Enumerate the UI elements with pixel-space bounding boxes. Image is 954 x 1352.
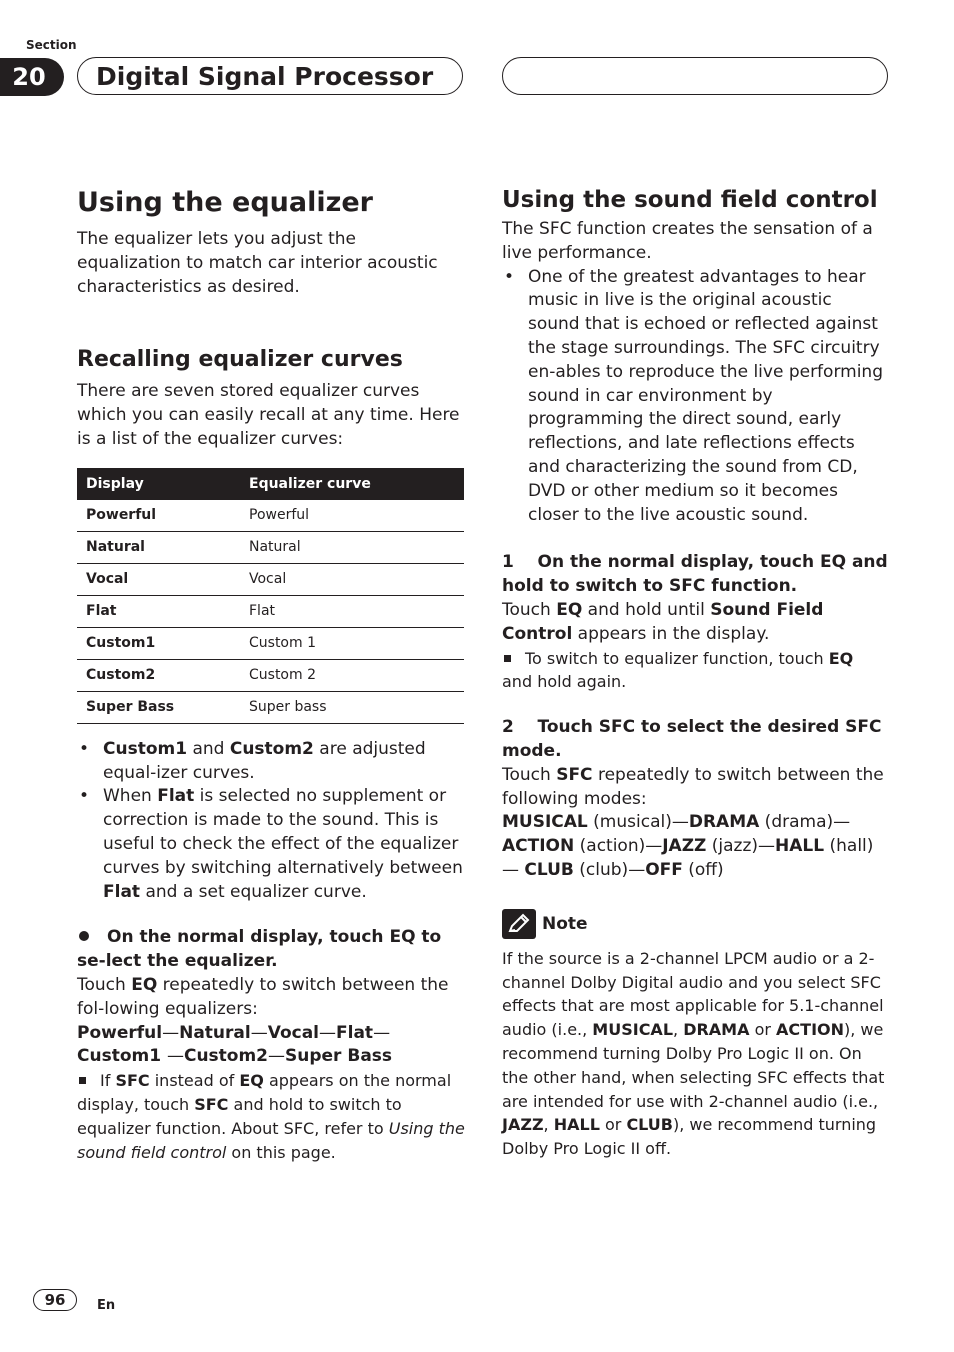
text: Touch xyxy=(502,599,557,620)
note-label: Note xyxy=(542,913,588,934)
bold-text: CLUB xyxy=(626,1115,673,1135)
equalizer-intro: The equalizer lets you adjust the equalization to match car interior acoustic characteristics as desired. xyxy=(77,229,438,297)
equalizer-table xyxy=(77,468,464,724)
table-header-curve: Equalizer curve xyxy=(240,468,464,500)
bold-text: Flat xyxy=(103,881,141,902)
seq-sep: — xyxy=(166,1046,184,1067)
left-column xyxy=(77,186,465,1164)
step-1-body xyxy=(502,599,888,647)
mode-name: OFF xyxy=(645,859,683,880)
bold-text: SFC xyxy=(115,1071,150,1091)
equalizer-sequence xyxy=(77,1022,465,1070)
bold-text: Custom1 xyxy=(103,738,188,759)
text: ), we recommend turning Dolby Pro Logic II on. On the other hand, when selecting SFC effects that are intended for use with 2-channel audio (i.e., xyxy=(502,1020,885,1111)
bold-text: Flat xyxy=(157,786,195,807)
sfc-bullets xyxy=(502,266,888,528)
bold-text: DRAMA xyxy=(683,1020,750,1040)
bold-text: EQ xyxy=(239,1071,264,1091)
text: and a set equalizer curve. xyxy=(140,881,367,902)
mode-name: JAZZ xyxy=(662,836,707,857)
sfc-modes xyxy=(502,811,888,882)
table-row xyxy=(77,531,464,563)
text: If the source is a 2-channel LPCM audio or a 2-channel Dolby Digital audio and you select SFC effects that are most applicable for 5.1-channel audio (i.e., xyxy=(502,948,884,1040)
sfc-heading: Using the sound field control xyxy=(502,187,878,213)
table-cell: Flat xyxy=(77,595,240,627)
step-1-note xyxy=(502,647,888,695)
bold-text: MUSICAL xyxy=(592,1020,674,1040)
text: , xyxy=(543,1115,554,1135)
mode-desc: (musical) xyxy=(587,812,672,833)
section-number-badge: 20 xyxy=(0,58,64,96)
seq-item: Natural xyxy=(179,1022,251,1043)
text: and hold to switch to equalizer function. About SFC, refer to xyxy=(77,1094,402,1138)
seq-sep: — xyxy=(162,1022,180,1043)
table-cell: Vocal xyxy=(77,563,240,595)
mode-name: ACTION xyxy=(502,836,575,857)
note-text xyxy=(502,947,888,1161)
text: If xyxy=(100,1071,116,1091)
text: and hold again. xyxy=(502,672,627,692)
text: ), we recommend turning Dolby Pro Logic II off. xyxy=(502,1115,877,1159)
seq-sep: — xyxy=(645,836,663,857)
page-title xyxy=(77,57,463,95)
sfc-intro: The SFC function creates the sensation of a live performance. xyxy=(502,219,873,263)
recalling-heading: Recalling equalizer curves xyxy=(77,347,403,373)
table-cell: Natural xyxy=(240,531,464,563)
right-column xyxy=(502,186,888,1161)
step-text: On the normal display, touch EQ and hold to switch to SFC function. xyxy=(502,552,888,597)
note-header xyxy=(502,909,888,939)
table-cell: Super bass xyxy=(240,691,464,723)
step-number: 2 xyxy=(502,717,514,738)
table-row xyxy=(77,500,464,532)
page-number: 96 xyxy=(33,1289,77,1311)
text: or xyxy=(599,1115,627,1135)
sfc-note xyxy=(77,1069,465,1164)
note-square-icon xyxy=(504,655,511,662)
mode-name: MUSICAL xyxy=(502,812,588,833)
table-row xyxy=(77,659,464,691)
step-text: On the normal display, touch EQ to se-lect the equalizer. xyxy=(77,927,442,972)
bold-text: SFC xyxy=(556,764,593,785)
text: appears on the normal display, touch xyxy=(77,1071,452,1114)
text: appears in the display. xyxy=(572,623,770,644)
text: , xyxy=(673,1020,684,1040)
seq-sep: — xyxy=(628,859,646,880)
table-row xyxy=(77,563,464,595)
pencil-note-icon xyxy=(502,909,536,939)
mode-name: DRAMA xyxy=(688,812,760,833)
table-header-display: Display xyxy=(77,468,240,500)
seq-sep: — xyxy=(268,1046,286,1067)
bold-text: HALL xyxy=(553,1115,600,1135)
step-1 xyxy=(502,551,888,599)
step-2 xyxy=(502,716,888,764)
table-cell: Custom2 xyxy=(77,659,240,691)
mode-desc: (hall) xyxy=(824,836,874,857)
step-2-body xyxy=(502,764,888,812)
table-cell: Powerful xyxy=(77,500,240,532)
bold-text: EQ xyxy=(131,974,158,995)
section-label: Section xyxy=(26,38,77,52)
bullet-flat xyxy=(77,785,465,904)
equalizer-heading: Using the equalizer xyxy=(77,187,373,218)
bold-text: Custom2 xyxy=(229,738,314,759)
italic-text: Using the sound field control xyxy=(77,1118,465,1162)
table-cell: Flat xyxy=(240,595,464,627)
mode-desc: (jazz) xyxy=(706,836,759,857)
mode-name: CLUB xyxy=(524,859,574,880)
text: When xyxy=(103,786,158,807)
text: To switch to equalizer function, touch xyxy=(525,648,829,668)
bullet-dot-icon xyxy=(79,931,89,941)
language-label: En xyxy=(97,1298,116,1313)
seq-sep: — xyxy=(319,1022,337,1043)
text: and hold until xyxy=(582,599,711,620)
step-select-equalizer xyxy=(77,926,465,974)
mode-desc: (action) xyxy=(574,836,646,857)
bullet-sfc-advantage: • One of the greatest advantages to hear music in live is the original acoustic sound that is echoed or reflected against the stage surroundings. The SFC circuitry en-ables to reproduce the live performing sound in car environment by programming the direct sound, early reflections, and late reflections effects and characterizing the sound from CD, DVD or other medium so it becomes closer to the live acoustic sound. xyxy=(502,266,888,528)
seq-item: Flat xyxy=(336,1022,374,1043)
seq-item: Custom2 xyxy=(183,1046,269,1067)
bold-text: SFC xyxy=(194,1094,229,1114)
mode-desc: (drama) xyxy=(759,812,834,833)
note-square-icon xyxy=(79,1077,86,1084)
seq-item: Custom1 xyxy=(77,1046,162,1067)
table-cell: Custom 2 xyxy=(240,659,464,691)
table-header-row xyxy=(77,468,464,500)
text: repeatedly to switch between the following modes: xyxy=(502,764,884,809)
text: are adjusted equal-izer curves. xyxy=(103,738,426,783)
seq-sep: — xyxy=(833,812,851,833)
seq-sep: — xyxy=(758,836,776,857)
bold-text: Sound Field Control xyxy=(502,599,824,644)
text: is selected no supplement or correction is made to the sound. This is useful to check the effect of the equalizer curves by switching alternatively between xyxy=(103,786,463,878)
seq-item: Powerful xyxy=(77,1022,163,1043)
table-cell: Natural xyxy=(77,531,240,563)
table-row xyxy=(77,691,464,723)
table-cell: Powerful xyxy=(240,500,464,532)
text: on this page. xyxy=(226,1142,336,1162)
seq-sep: — xyxy=(250,1022,268,1043)
table-cell: Vocal xyxy=(240,563,464,595)
text: instead of xyxy=(149,1071,240,1091)
table-row xyxy=(77,595,464,627)
text: or xyxy=(749,1020,777,1040)
recalling-text: There are seven stored equalizer curves which you can easily recall at any time. Here is a list of the equalizer curves: xyxy=(77,381,460,449)
table-cell: Super Bass xyxy=(77,691,240,723)
mode-desc: (club) xyxy=(573,859,629,880)
text: Touch xyxy=(77,974,132,995)
header-empty-box xyxy=(502,57,888,95)
text: Touch xyxy=(502,764,557,785)
step-text: Touch SFC to select the desired SFC mode. xyxy=(502,717,882,761)
table-row xyxy=(77,627,464,659)
seq-item: Super Bass xyxy=(285,1046,393,1067)
bold-text: ACTION xyxy=(776,1020,845,1040)
page-title-text: Digital Signal Processor xyxy=(96,61,434,91)
seq-sep: — xyxy=(373,1022,391,1043)
text: repeatedly to switch between the fol-lowing equalizers: xyxy=(77,974,449,1019)
mode-desc: (off) xyxy=(682,859,724,880)
step-body xyxy=(77,974,465,1022)
bold-text: JAZZ xyxy=(502,1115,544,1135)
seq-sep: — xyxy=(671,812,689,833)
seq-item: Vocal xyxy=(267,1022,320,1043)
bold-text: EQ xyxy=(828,648,854,668)
step-number: 1 xyxy=(502,552,514,573)
text: and xyxy=(187,738,230,759)
bullet-custom xyxy=(77,738,465,786)
table-cell: Custom 1 xyxy=(240,627,464,659)
seq-sep: — xyxy=(502,859,519,880)
table-cell: Custom1 xyxy=(77,627,240,659)
bold-text: EQ xyxy=(556,599,583,620)
equalizer-bullets xyxy=(77,738,465,905)
mode-name: HALL xyxy=(775,836,825,857)
